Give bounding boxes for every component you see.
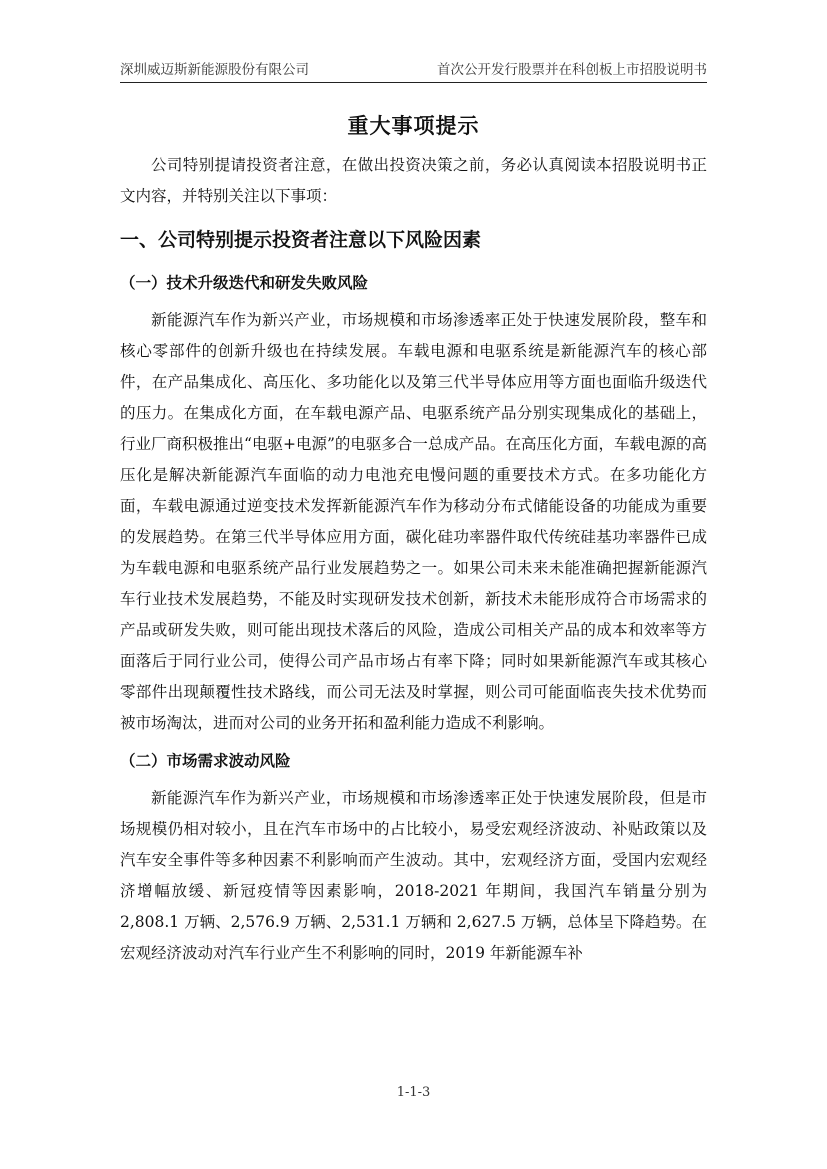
subsection-heading-market-risk: （二）市场需求波动风险 xyxy=(120,752,291,770)
subsection-heading-tech-risk: （一）技术升级迭代和研发失败风险 xyxy=(120,274,369,292)
tech-risk-paragraph: 新能源汽车作为新兴产业，市场规模和市场渗透率正处于快速发展阶段，整车和核心零部件的创新升级也在持续发展。车载电源和电驱系统是新能源汽车的核心部件，在产品集成化、高压化、多功能化以及第三代半导体应用等方面也面临升级迭代的压力。在集成化方面，在车载电源产品、电驱系统产品分别实现集成化的基础上，行业厂商积极推出“电驱+电源”的电驱多合一总成产品。在高压化方面，车载电源的高压化是解决新能源汽车面临的动力电池充电慢问题的重要技术方式。在多功能化方面，车载电源通过逆变技术发挥新能源汽车作为移动分布式储能设备的功能成为重要的发展趋势。在第三代半导体应用方面，碳化硅功率器件取代传统硅基功率器件已成为车载电源和电驱系统产品行业发展趋势之一。如果公司未来未能准确把握新能源汽车行业技术发展趋势，不能及时实现研发技术创新，新技术未能形成符合市场需求的产品或研发失败，则可能出现技术落后的风险，造成公司相关产品的成本和效率等方面落后于同行业公司，使得公司产品市场占有率下降；同时如果新能源汽车或其核心零部件出现颠覆性技术路线，而公司无法及时掌握，则公司可能面临丧失技术优势而被市场淘汰，进而对公司的业务开拓和盈利能力造成不利影响。 xyxy=(120,311,707,732)
market-risk-paragraph: 新能源汽车作为新兴产业，市场规模和市场渗透率正处于快速发展阶段，但是市场规模仍相对较小，且在汽车市场中的占比较小，易受宏观经济波动、补贴政策以及汽车安全事件等多种因素不利影响而产生波动。其中，宏观经济方面，受国内宏观经济增幅放缓、新冠疫情等因素影响，2018-2021 年期间，我国汽车销量分别为 2,808.1 万辆、2,576.9 万辆、2,531.1 万辆和 2,627.5 万辆，总体呈下降趋势。在宏观经济波动对汽车行业产生不利影响的同时，2019 年新能源车补 xyxy=(120,789,707,962)
document-title: 重大事项提示 xyxy=(347,114,480,138)
header-document-name: 首次公开发行股票并在科创板上市招股说明书 xyxy=(437,62,707,78)
main-content xyxy=(120,150,707,969)
intro-paragraph: 公司特别提请投资者注意，在做出投资决策之前，务必认真阅读本招股说明书正文内容，并特别关注以下事项： xyxy=(120,156,707,205)
section-heading-risk-factors: 一、公司特别提示投资者注意以下风险因素 xyxy=(120,229,482,251)
page-number: 1-1-3 xyxy=(396,1085,431,1100)
page-header xyxy=(120,58,707,83)
header-company-name: 深圳威迈斯新能源股份有限公司 xyxy=(120,62,309,78)
